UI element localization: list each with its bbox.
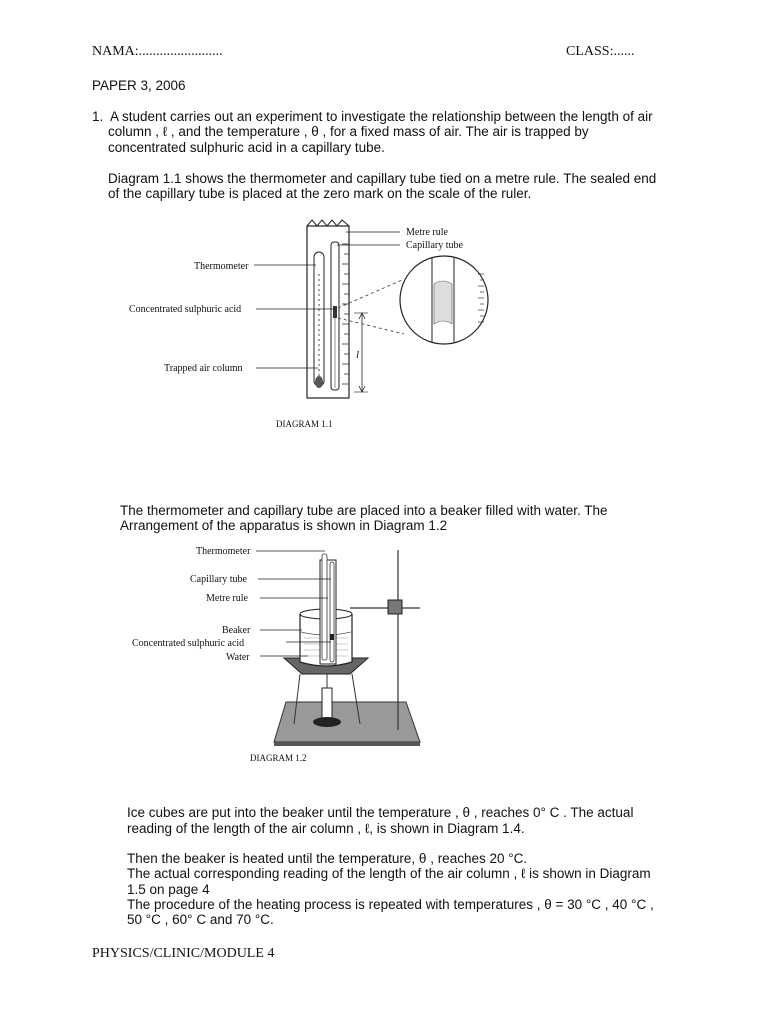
label-acid-2: Concentrated sulphuric acid [132, 638, 245, 649]
length-symbol: l [356, 349, 360, 361]
burner-base [313, 717, 341, 727]
thermometer-bulb [315, 376, 323, 388]
name-field-label: NAMA:........................ [92, 44, 223, 59]
diagram2-caption: DIAGRAM 1.2 [250, 753, 307, 763]
label-capillary-tube-2: Capillary tube [190, 574, 247, 585]
acid-plug [333, 306, 337, 318]
heating-line-2: The actual corresponding reading of the length of the air column , ℓ is shown in Diagram [127, 866, 651, 881]
heating-line-3: 1.5 on page 4 [127, 882, 210, 897]
metre-rule-torn-edge [307, 220, 349, 226]
ice-line-1: Ice cubes are put into the beaker until the temperature , θ , reaches 0° C . The actual [127, 805, 634, 820]
magnified-acid [434, 281, 452, 324]
label-trapped-air: Trapped air column [164, 363, 243, 374]
paper-title: PAPER 3, 2006 [92, 78, 186, 93]
class-field-label: CLASS:...... [566, 44, 635, 59]
diagram1-caption: DIAGRAM 1.1 [276, 419, 333, 429]
question-number: 1. [92, 109, 104, 124]
bunsen-burner [322, 688, 332, 718]
intro-line-2: column , ℓ , and the temperature , θ , for a fixed mass of air. The air is trapped by [108, 124, 589, 139]
label-metre-rule: Metre rule [406, 227, 448, 238]
label-capillary-tube: Capillary tube [406, 240, 463, 251]
page-footer: PHYSICS/CLINIC/MODULE 4 [92, 946, 275, 961]
diagram2-desc-line-2: Arrangement of the apparatus is shown in Diagram 1.2 [120, 518, 448, 533]
diagram-1-1 [92, 214, 536, 454]
label-thermometer-2: Thermometer [196, 546, 251, 557]
intro-line-1: A student carries out an experiment to investigate the relationship between the length of air [110, 109, 653, 124]
metre-rule-shape [307, 226, 349, 398]
label-water: Water [226, 652, 250, 663]
diagram2-desc-line-1: The thermometer and capillary tube are placed into a beaker filled with water. The [120, 503, 608, 518]
boss-head [388, 600, 402, 614]
heating-line-4: The procedure of the heating process is repeated with temperatures , θ = 30 °C , 40 °C , [127, 897, 654, 912]
intro-line-3: concentrated sulphuric acid in a capillary tube. [108, 140, 385, 155]
diagram-1-2 [120, 538, 450, 770]
ice-line-2: reading of the length of the air column , ℓ, is shown in Diagram 1.4. [127, 821, 525, 836]
label-acid: Concentrated sulphuric acid [129, 304, 242, 315]
label-thermometer: Thermometer [194, 261, 249, 272]
label-beaker: Beaker [222, 625, 251, 636]
capillary-in-beaker [330, 562, 334, 662]
thermometer-in-beaker [322, 554, 327, 660]
heating-line-1: Then the beaker is heated until the temperature, θ , reaches 20 °C. [127, 851, 528, 866]
heating-line-5: 50 °C , 60° C and 70 °C. [127, 912, 274, 927]
diagram1-desc-line-2: of the capillary tube is placed at the zero mark on the scale of the ruler. [108, 186, 532, 201]
diagram1-desc-line-1: Diagram 1.1 shows the thermometer and capillary tube tied on a metre rule. The sealed end [108, 171, 657, 186]
label-metre-rule-2: Metre rule [206, 593, 248, 604]
